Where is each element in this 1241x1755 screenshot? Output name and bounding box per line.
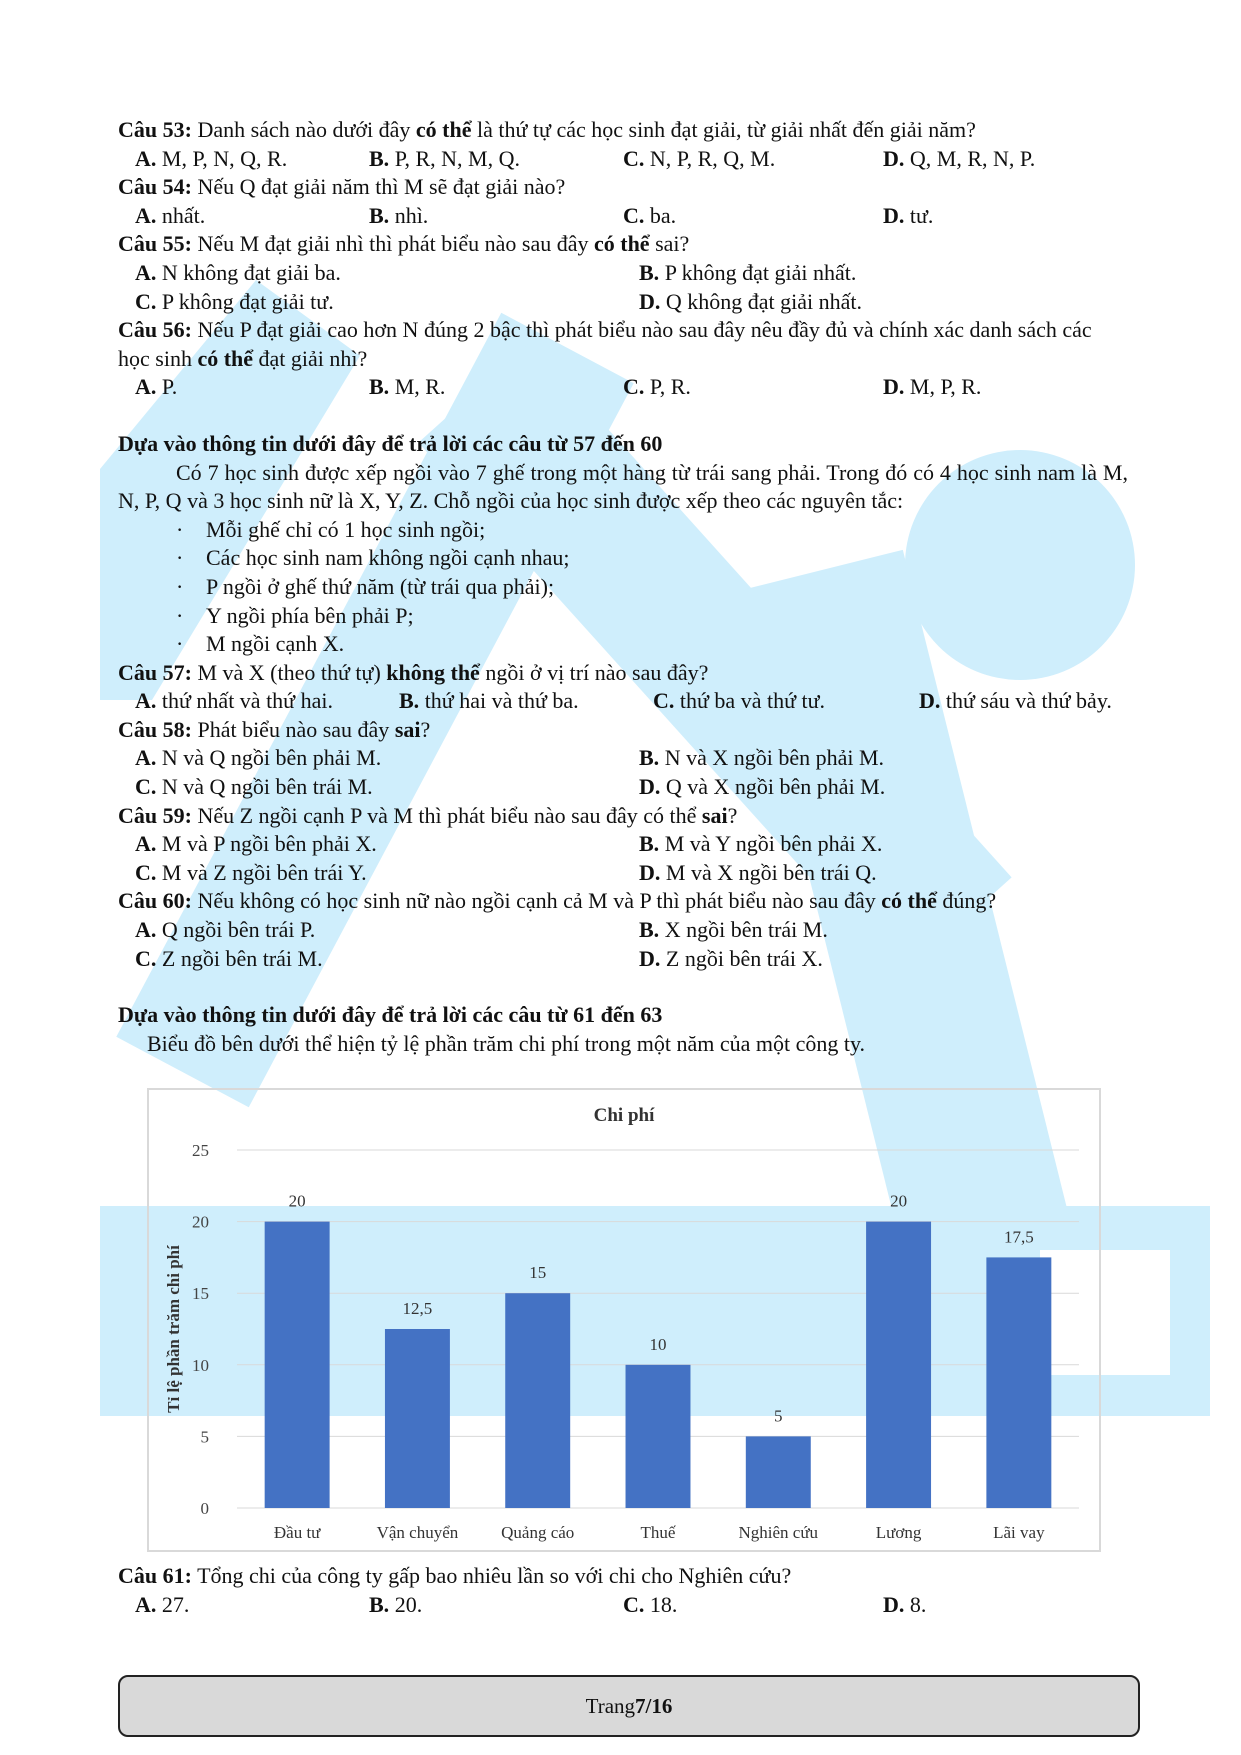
answer-options	[118, 916, 1128, 973]
option-key: C.	[135, 288, 157, 314]
question-number: Câu 56:	[118, 317, 192, 343]
option-text: 8.	[909, 1591, 927, 1617]
y-tick-label: 5	[200, 1427, 209, 1447]
option-text: M và P ngồi bên phải X.	[161, 831, 377, 857]
x-tick-label: Thuế	[640, 1523, 676, 1542]
option-key: D.	[639, 288, 661, 314]
answer-option[interactable]	[639, 830, 1139, 859]
chart-intro: Biểu đồ bên dưới thể hiện tỷ lệ phần trăm chi phí trong một năm của một công ty.	[147, 1030, 866, 1056]
bar-1	[385, 1329, 450, 1508]
answer-option[interactable]	[135, 830, 639, 859]
data-label: 20	[288, 1191, 306, 1211]
answer-option[interactable]	[135, 145, 369, 174]
option-text: P không đạt giải nhất.	[664, 259, 857, 285]
question-number: Câu 60:	[118, 888, 192, 914]
answer-option[interactable]	[883, 145, 1145, 174]
seating-rule: · M ngồi cạnh X.	[176, 630, 1128, 659]
option-text: N và Q ngồi bên trái M.	[161, 774, 373, 800]
option-text: 27.	[161, 1591, 190, 1617]
answer-options	[118, 202, 1128, 231]
x-tick-label: Lãi vay	[993, 1523, 1045, 1542]
option-key: C.	[135, 945, 157, 971]
answer-option[interactable]	[639, 859, 1139, 888]
answer-option[interactable]	[639, 945, 1139, 974]
answer-option[interactable]	[883, 202, 1145, 231]
answer-option[interactable]	[623, 145, 883, 174]
answer-option[interactable]	[135, 945, 639, 974]
option-text: X ngồi bên trái M.	[664, 917, 828, 943]
option-key: B.	[369, 1591, 390, 1617]
bar-3	[626, 1365, 691, 1508]
option-key: C.	[653, 688, 675, 714]
question-text: Nếu P đạt giải cao hơn N đúng 2 bậc thì phát biểu nào sau đây nêu đầy đủ và chính xác danh sách các học sinh	[118, 317, 1092, 371]
data-label: 5	[774, 1406, 783, 1426]
option-text: thứ sáu và thứ bảy.	[945, 688, 1112, 714]
answer-option[interactable]	[135, 373, 369, 402]
cost-chart	[147, 1088, 1101, 1552]
option-key: B.	[369, 374, 390, 400]
bar-4	[746, 1436, 811, 1508]
question-number: Câu 61:	[118, 1563, 192, 1588]
option-text: N không đạt giải ba.	[161, 259, 341, 285]
question-text: Nếu không có học sinh nữ nào ngồi cạnh cả M và P thì phát biểu nào sau đây	[197, 888, 882, 914]
data-label: 15	[529, 1263, 547, 1283]
answer-option[interactable]	[639, 916, 1139, 945]
y-tick-label: 15	[192, 1284, 209, 1304]
answer-option[interactable]	[639, 744, 1139, 773]
option-text: P.	[161, 374, 178, 400]
option-key: A.	[135, 917, 157, 943]
question-number: Câu 54:	[118, 174, 192, 200]
answer-option[interactable]	[135, 859, 639, 888]
seating-rules	[118, 516, 1128, 659]
option-key: C.	[135, 859, 157, 885]
page-label: Trang	[585, 1693, 636, 1718]
question	[118, 659, 1128, 688]
answer-option[interactable]	[919, 687, 1159, 716]
answer-option[interactable]	[639, 259, 1139, 288]
option-text: P, R.	[649, 374, 691, 400]
x-tick-label: Quảng cáo	[501, 1523, 575, 1542]
answer-option[interactable]	[369, 202, 623, 231]
question	[118, 173, 1128, 202]
question-61	[118, 1562, 1128, 1591]
seating-rule: · Y ngồi phía bên phải P;	[176, 602, 1128, 631]
question-text: Danh sách nào dưới đây	[197, 117, 416, 142]
option-text: Z ngồi bên trái X.	[665, 945, 823, 971]
data-label: 17,5	[1003, 1227, 1034, 1247]
answer-options	[118, 259, 1128, 316]
option-text: Q ngồi bên trái P.	[161, 917, 316, 943]
question-emphasis: có thể	[593, 231, 650, 257]
bar-0	[265, 1222, 330, 1508]
question-emphasis: sai	[701, 802, 728, 828]
question-number: Câu 58:	[118, 716, 192, 742]
answer-options	[118, 373, 1128, 402]
answer-option[interactable]	[369, 145, 623, 174]
question-text-end: sai?	[649, 231, 690, 257]
option-key: B.	[639, 745, 660, 771]
answer-options	[118, 687, 1128, 716]
option-key: A.	[135, 202, 157, 228]
option-key: A.	[135, 1591, 157, 1617]
x-tick-label: Vận chuyển	[376, 1523, 459, 1542]
answer-option[interactable]	[135, 202, 369, 231]
question-text-end: ?	[420, 716, 431, 742]
option-text: M và Z ngồi bên trái Y.	[161, 859, 367, 885]
option-key: A.	[135, 745, 157, 771]
option-key: D.	[883, 1591, 905, 1617]
option-key: D.	[919, 688, 941, 714]
answer-option[interactable]	[135, 259, 639, 288]
option-key: D.	[639, 774, 661, 800]
option-text: Q, M, R, N, P.	[909, 145, 1036, 171]
section-heading-61-63: Dựa vào thông tin dưới đây để trả lời các câu từ 61 đến 63	[118, 1002, 663, 1028]
question	[118, 802, 1128, 831]
option-text: M, P, N, Q, R.	[161, 145, 288, 171]
option-text: M, R.	[394, 374, 446, 400]
answer-options	[118, 145, 1128, 174]
answer-option[interactable]	[883, 1591, 1145, 1620]
y-tick-label: 0	[200, 1499, 209, 1518]
answer-option[interactable]	[135, 773, 639, 802]
question	[118, 716, 1128, 745]
option-text: 18.	[649, 1591, 678, 1617]
option-text: P, R, N, M, Q.	[394, 145, 520, 171]
question-number: Câu 59:	[118, 802, 192, 828]
option-key: B.	[369, 202, 390, 228]
question-text: Nếu Z ngồi cạnh P và M thì phát biểu nào sau đây có thể	[197, 802, 702, 828]
question	[118, 230, 1128, 259]
y-tick-label: 20	[192, 1212, 209, 1232]
answer-option[interactable]	[135, 744, 639, 773]
chart-title: Chi phí	[593, 1105, 655, 1126]
option-key: C.	[623, 145, 645, 171]
question-number: Câu 55:	[118, 231, 192, 257]
data-label: 20	[890, 1191, 908, 1211]
page-number: 7/16	[635, 1693, 673, 1718]
option-text: 20.	[394, 1591, 423, 1617]
answer-option[interactable]	[623, 1591, 883, 1620]
option-key: D.	[883, 145, 905, 171]
question-emphasis: sai	[394, 716, 421, 742]
answer-option[interactable]	[653, 687, 919, 716]
option-key: C.	[135, 774, 157, 800]
data-label: 10	[649, 1334, 667, 1354]
option-text: M và Y ngồi bên phải X.	[664, 831, 883, 857]
question-number: Câu 57:	[118, 659, 192, 685]
question-text: Nếu M đạt giải nhì thì phát biểu nào sau đây	[197, 231, 594, 257]
option-text: N, P, R, Q, M.	[649, 145, 776, 171]
question-text-end: ?	[727, 802, 738, 828]
question-61-options	[118, 1591, 1128, 1620]
option-text: Q không đạt giải nhất.	[665, 288, 863, 314]
answer-option[interactable]	[399, 687, 653, 716]
question-text: Tổng chi của công ty gấp bao nhiêu lần so với chi cho Nghiên cứu?	[197, 1563, 792, 1588]
question	[118, 316, 1128, 373]
question-number: Câu 53:	[118, 117, 192, 142]
answer-option[interactable]	[135, 1591, 369, 1620]
option-text: thứ ba và thứ tư.	[679, 688, 826, 714]
exam-content	[118, 116, 1128, 1058]
answer-option[interactable]	[369, 373, 623, 402]
option-key: A.	[135, 259, 157, 285]
option-key: B.	[369, 145, 390, 171]
y-tick-label: 25	[192, 1141, 209, 1160]
question-text-end: đạt giải nhì?	[253, 345, 368, 371]
question-text: Nếu Q đạt giải năm thì M sẽ đạt giải nào?	[197, 174, 566, 200]
option-text: Q và X ngồi bên phải M.	[665, 774, 886, 800]
section-heading-57-60: Dựa vào thông tin dưới đây để trả lời các câu từ 57 đến 60	[118, 430, 663, 456]
bar-2	[505, 1293, 570, 1508]
option-key: A.	[135, 374, 157, 400]
option-key: D.	[639, 945, 661, 971]
question	[118, 887, 1128, 916]
option-key: B.	[639, 917, 660, 943]
answer-option[interactable]	[883, 373, 1145, 402]
option-text: P không đạt giải tư.	[161, 288, 334, 314]
option-text: M và X ngồi bên trái Q.	[665, 859, 877, 885]
question-text-end: là thứ tự các học sinh đạt giải, từ giải nhất đến giải năm?	[471, 117, 976, 142]
question-text: Phát biểu nào sau đây	[197, 716, 395, 742]
option-text: tư.	[909, 202, 934, 228]
question-61-block	[118, 1562, 1128, 1619]
question-text-end: đúng?	[936, 888, 997, 914]
questions-57-60	[118, 659, 1128, 974]
question-emphasis: có thể	[881, 888, 937, 914]
seating-rule: · Các học sinh nam không ngồi cạnh nhau;	[176, 544, 1128, 573]
seating-rule: · P ngồi ở ghế thứ năm (từ trái qua phải);	[176, 573, 1128, 602]
answer-option[interactable]	[135, 687, 399, 716]
seating-rule: · Mỗi ghế chỉ có 1 học sinh ngồi;	[176, 516, 1128, 545]
answer-options	[118, 830, 1128, 887]
answer-option[interactable]	[135, 288, 639, 317]
y-axis-label: Tỉ lệ phần trăm chi phí	[164, 1245, 183, 1413]
option-key: B.	[639, 831, 660, 857]
option-key: B.	[639, 259, 660, 285]
cost-bar-chart	[149, 1090, 1099, 1550]
option-key: A.	[135, 831, 157, 857]
option-key: D.	[639, 859, 661, 885]
answer-option[interactable]	[639, 288, 1139, 317]
answer-option[interactable]	[135, 916, 639, 945]
option-key: D.	[883, 374, 905, 400]
question-emphasis: có thể	[197, 345, 254, 371]
answer-option[interactable]	[639, 773, 1139, 802]
data-label: 12,5	[402, 1299, 433, 1318]
option-text: nhì.	[394, 202, 429, 228]
answer-option[interactable]	[623, 373, 883, 402]
bar-5	[866, 1222, 931, 1508]
x-tick-label: Đầu tư	[273, 1523, 321, 1542]
option-key: D.	[883, 202, 905, 228]
option-text: N và Q ngồi bên phải M.	[161, 745, 382, 771]
bar-6	[986, 1257, 1051, 1508]
y-tick-label: 10	[192, 1355, 209, 1375]
x-tick-label: Nghiên cứu	[738, 1523, 819, 1542]
page-footer	[118, 1675, 1140, 1737]
option-text: M, P, R.	[909, 374, 982, 400]
question-text: M và X (theo thứ tự)	[197, 659, 387, 685]
option-key: C.	[623, 202, 645, 228]
answer-options	[118, 744, 1128, 801]
option-key: C.	[623, 374, 645, 400]
option-key: C.	[623, 1591, 645, 1617]
question-emphasis: không thể	[386, 659, 480, 685]
question-emphasis: có thể	[415, 117, 472, 142]
option-text: thứ nhất và thứ hai.	[161, 688, 333, 714]
question	[118, 116, 1128, 145]
option-text: thứ hai và thứ ba.	[424, 688, 579, 714]
question-text-end: ngồi ở vị trí nào sau đây?	[479, 659, 709, 685]
seating-intro: Có 7 học sinh được xếp ngồi vào 7 ghế trong một hàng từ trái sang phải. Trong đó có 4 học sinh nam là M, N, P, Q và 3 học sinh nữ là X, Y, Z. Chỗ ngồi của học sinh được xếp theo các nguyên tắc:	[118, 459, 1128, 514]
answer-option[interactable]	[623, 202, 883, 231]
option-text: nhất.	[161, 202, 206, 228]
option-text: Z ngồi bên trái M.	[161, 945, 323, 971]
answer-option[interactable]	[369, 1591, 623, 1620]
x-tick-label: Lương	[875, 1523, 922, 1542]
option-key: B.	[399, 688, 420, 714]
option-key: A.	[135, 145, 157, 171]
questions-53-56	[118, 116, 1128, 402]
option-text: ba.	[649, 202, 677, 228]
option-text: N và X ngồi bên phải M.	[664, 745, 885, 771]
option-key: A.	[135, 688, 157, 714]
